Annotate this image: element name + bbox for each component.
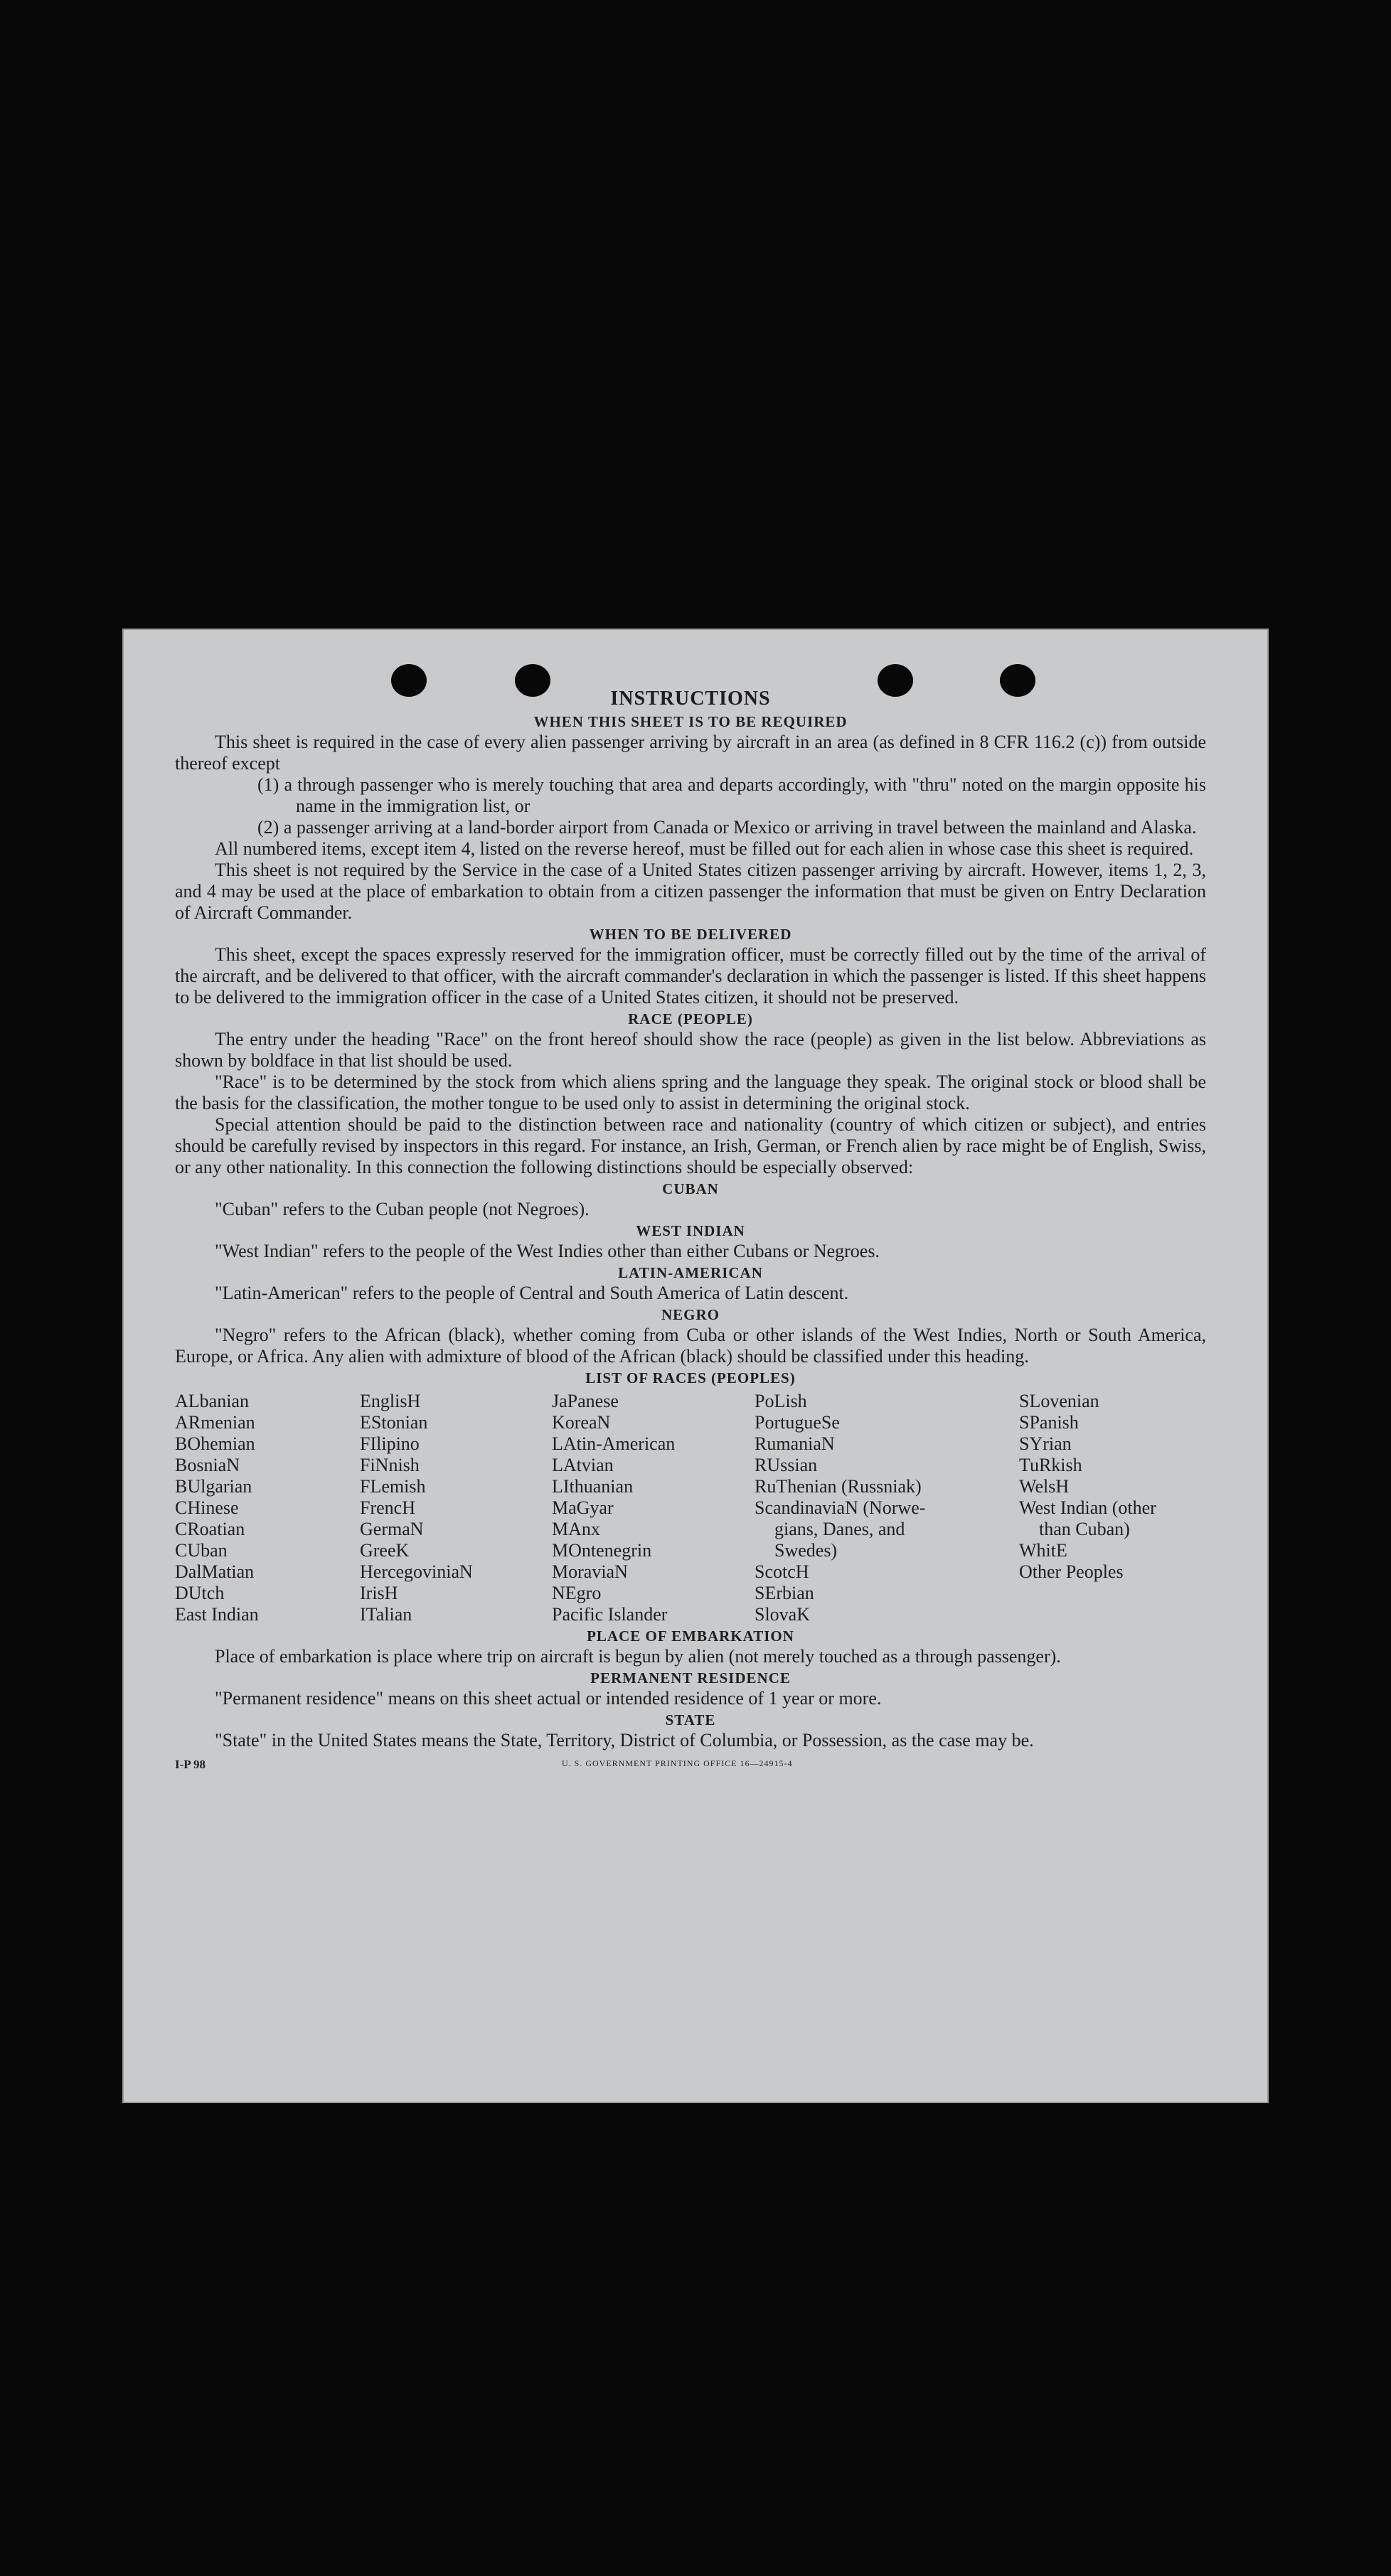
cuban-paragraph: "Cuban" refers to the Cuban people (not Negroes). <box>215 1199 590 1219</box>
page-title: INSTRUCTIONS <box>610 688 771 710</box>
race-entry: FrencH <box>360 1497 415 1518</box>
sheet-footer <box>175 1754 1206 1775</box>
west-indian-paragraph: "West Indian" refers to the people of the West Indies other than either Cubans or Negroes. <box>215 1241 880 1261</box>
race-entry: ARmenian <box>175 1412 255 1433</box>
race-entry: TuRkish <box>1019 1455 1082 1475</box>
race-entry: LAtin-American <box>552 1433 676 1454</box>
races-list-heading: LIST OF RACES (PEOPLES) <box>585 1369 796 1386</box>
race-entry: MOntenegrin <box>552 1540 652 1561</box>
cuban-heading: CUBAN <box>662 1180 719 1197</box>
race-entry: SErbian <box>755 1583 814 1603</box>
delivered-paragraph: This sheet, except the spaces expressly reserved for the immigration officer, must be correctly filled out by the time of the arrival of the aircraft, and be delivered to that officer, with the aircraft commander's declaration in which the passenger is listed. If this sheet happens to be delivered to the immigration officer in the case of a United States citizen, it should not be preserved. <box>175 944 1206 1008</box>
race-paragraph-2: "Race" is to be determined by the stock from which aliens spring and the language they speak. The original stock or blood shall be the basis for the classification, the mother tongue to be used only to assist in determining the original stock. <box>175 1071 1206 1113</box>
negro-heading: NEGRO <box>661 1306 720 1323</box>
races-column-1 <box>175 1391 360 1625</box>
race-entry: BosniaN <box>175 1455 240 1475</box>
embarkation-paragraph: Place of embarkation is place where trip on aircraft is begun by alien (not merely touched as a through passenger). <box>215 1646 1061 1667</box>
race-entry: RUssian <box>755 1455 818 1475</box>
race-entry-continued: Swedes) <box>774 1540 838 1561</box>
race-paragraph-3: Special attention should be paid to the distinction between race and nationality (country of which citizen or subject), and entries should be carefully revised by inspectors in this regard. For instance, an Irish, German, or French alien by race might be of English, Swiss, or any other nationality. In this connection the following distinctions should be especially observed: <box>175 1114 1206 1177</box>
race-entry: EnglisH <box>360 1391 421 1411</box>
negro-paragraph: "Negro" refers to the African (black), whether coming from Cuba or other islands of the West Indies, North or South America, Europe, or Africa. Any alien with admixture of blood of the African (black) should be classified under this heading. <box>175 1325 1206 1367</box>
race-entry: LAtvian <box>552 1455 614 1475</box>
race-entry: SPanish <box>1019 1412 1079 1433</box>
race-entry: ALbanian <box>175 1391 249 1411</box>
race-entry: SLovenian <box>1019 1391 1099 1411</box>
printer-imprint: U. S. GOVERNMENT PRINTING OFFICE 16—24915-4 <box>562 1758 793 1768</box>
race-entry: MaGyar <box>552 1497 614 1518</box>
document-body <box>175 687 1206 1775</box>
race-entry: GermaN <box>360 1519 424 1539</box>
race-entry: BOhemian <box>175 1433 255 1454</box>
residence-paragraph: "Permanent residence" means on this sheet actual or intended residence of 1 year or more. <box>215 1688 882 1709</box>
race-entry: IrisH <box>360 1583 398 1603</box>
race-entry: FiNnish <box>360 1455 420 1475</box>
race-entry: NEgro <box>552 1583 602 1603</box>
residence-heading: PERMANENT RESIDENCE <box>590 1669 791 1687</box>
state-paragraph: "State" in the United States means the State, Territory, District of Columbia, or Possession, as the case may be. <box>215 1730 1034 1751</box>
race-entry: MoraviaN <box>552 1561 628 1582</box>
race-entry: SYrian <box>1019 1433 1072 1454</box>
race-entry: PoLish <box>755 1391 807 1411</box>
intro-paragraph: This sheet is required in the case of every alien passenger arriving by aircraft in an area (as defined in 8 CFR 116.2 (c)) from outside thereof except <box>175 732 1206 774</box>
race-entry: WhitE <box>1019 1540 1067 1561</box>
race-entry: DUtch <box>175 1583 225 1603</box>
exception-item-2: (2) a passenger arriving at a land-border airport from Canada or Mexico or arriving in travel between the mainland and Alaska. <box>257 817 1197 838</box>
form-number: I-P 98 <box>175 1758 206 1771</box>
instruction-sheet <box>122 629 1269 2103</box>
when-required-heading: WHEN THIS SHEET IS TO BE REQUIRED <box>533 713 848 730</box>
race-entry-continued: gians, Danes, and <box>774 1519 905 1539</box>
citizen-paragraph: This sheet is not required by the Service in the case of a United States citizen passenger arriving by aircraft. However, items 1, 2, 3, and 4 may be used at the place of embarkation to obtain from a citizen passenger the information that must be given on Entry Declaration of Aircraft Commander. <box>175 860 1206 923</box>
latin-american-heading: LATIN-AMERICAN <box>618 1264 763 1281</box>
race-entry: ScandinaviaN (Norwe- <box>755 1497 926 1518</box>
race-entry: West Indian (other <box>1019 1497 1156 1518</box>
race-paragraph-1: The entry under the heading "Race" on the front hereof should show the race (people) as given in the list below. Abbreviations as shown by boldface in that list should be used. <box>175 1029 1206 1071</box>
race-entry: ScotcH <box>755 1561 809 1582</box>
race-entry: HercegoviniaN <box>360 1561 473 1582</box>
race-entry: CUban <box>175 1540 228 1561</box>
race-entry: BUlgarian <box>175 1476 252 1497</box>
race-entry: MAnx <box>552 1519 600 1539</box>
race-entry: FLemish <box>360 1476 426 1497</box>
when-delivered-heading: WHEN TO BE DELIVERED <box>589 926 792 943</box>
race-entry: FIlipino <box>360 1433 420 1454</box>
race-entry: Other Peoples <box>1019 1561 1124 1582</box>
race-entry: SlovaK <box>755 1604 810 1625</box>
race-entry: WelsH <box>1019 1476 1070 1497</box>
race-entry: GreeK <box>360 1540 410 1561</box>
race-entry: LIthuanian <box>552 1476 634 1497</box>
races-list <box>175 1391 1206 1625</box>
race-entry-continued: than Cuban) <box>1039 1519 1130 1539</box>
west-indian-heading: WEST INDIAN <box>636 1222 745 1239</box>
race-entry: CHinese <box>175 1497 239 1518</box>
race-entry: East Indian <box>175 1604 259 1625</box>
races-column-2 <box>360 1391 552 1625</box>
numbered-items-paragraph: All numbered items, except item 4, listed on the reverse hereof, must be filled out for each alien in whose case this sheet is required. <box>215 838 1194 859</box>
embarkation-heading: PLACE OF EMBARKATION <box>587 1628 794 1645</box>
race-entry: EStonian <box>360 1412 428 1433</box>
races-column-5 <box>1019 1391 1206 1625</box>
race-entry: Pacific Islander <box>552 1604 668 1625</box>
race-entry: JaPanese <box>552 1391 619 1411</box>
exception-item-1: (1) a through passenger who is merely touching that area and departs accordingly, with "thru" noted on the margin opposite his name in the immigration list, or <box>257 774 1206 816</box>
state-heading: STATE <box>665 1711 716 1728</box>
race-entry: ITalian <box>360 1604 412 1625</box>
race-entry: KoreaN <box>552 1412 611 1433</box>
race-entry: CRoatian <box>175 1519 245 1539</box>
race-entry: RumaniaN <box>755 1433 835 1454</box>
race-entry: DalMatian <box>175 1561 255 1582</box>
race-heading: RACE (PEOPLE) <box>628 1010 753 1027</box>
races-column-4 <box>755 1391 1019 1625</box>
latin-american-paragraph: "Latin-American" refers to the people of Central and South America of Latin descent. <box>215 1283 849 1303</box>
race-entry: PortugueSe <box>755 1412 840 1433</box>
race-entry: RuThenian (Russniak) <box>755 1476 922 1497</box>
races-column-3 <box>552 1391 755 1625</box>
